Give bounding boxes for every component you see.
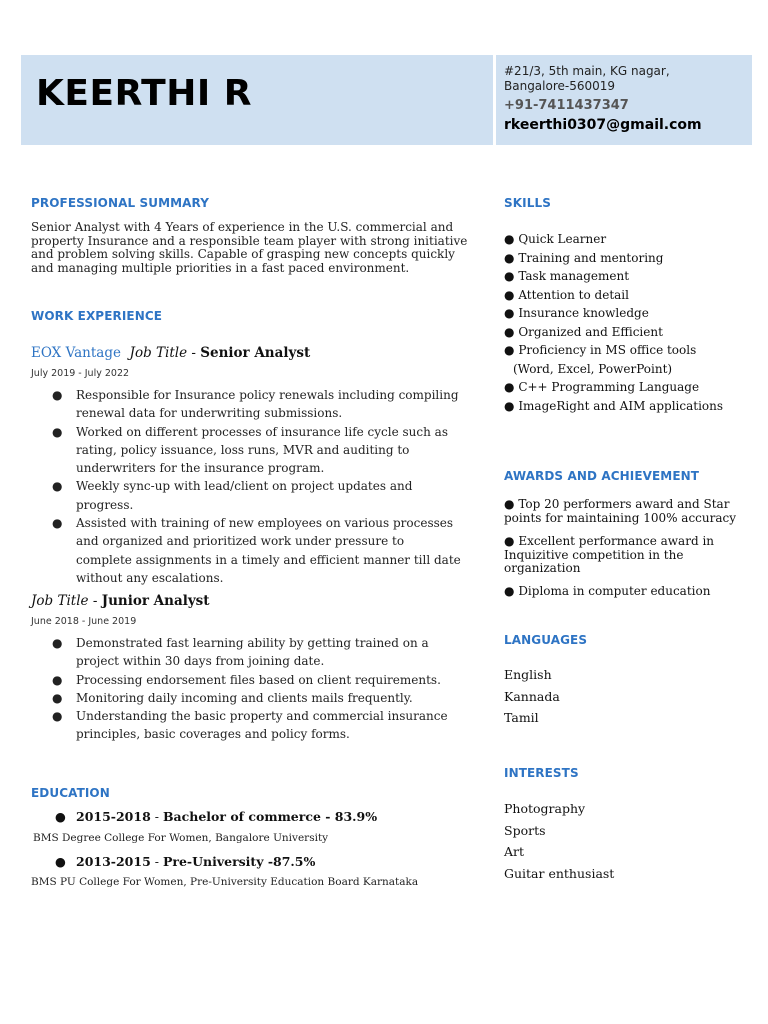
job-2-separator: - [92, 593, 98, 609]
summary-text: Senior Analyst with 4 Years of experience in the U.S. commercial and property Insurance and a responsible team player with strong initiative and problem solving skills. Capable of grasping new concepts quickly and managing multiple priorities in a fast paced environment. [31, 220, 468, 275]
list-item: Art [504, 844, 525, 860]
bullet-icon: ● [504, 250, 515, 265]
languages-list [504, 664, 560, 729]
list-item-continued: (Word, Excel, PowerPoint) [513, 361, 673, 376]
bullet-icon: ● [504, 232, 515, 246]
bullet-icon: ● [504, 269, 515, 283]
list-item: ● C++ Programming Language [504, 380, 700, 394]
list-item: ● Training and mentoring [504, 250, 664, 265]
address [504, 64, 744, 94]
bullet-icon: ● [52, 479, 63, 494]
job-2-bullets [31, 634, 461, 744]
education-1-school: BMS Degree College For Women, Bangalore University [33, 832, 329, 844]
address-line-2: Bangalore-560019 [504, 79, 616, 93]
bullet-icon: ● [52, 709, 63, 724]
bullet-icon: ● [55, 854, 66, 869]
list-item: ● Insurance knowledge [504, 306, 649, 320]
job-2-dates: June 2018 - June 2019 [31, 616, 137, 627]
list-item: ● Assisted with training of new employees on various processes and organized and prioritized work under pressure to complete assignments in a timely and efficient manner till date without any escalations. [52, 516, 461, 585]
job-2-role: Junior Analyst [101, 593, 210, 609]
education-2-degree: Pre-University -87.5% [162, 854, 316, 869]
bullet-icon: ● [504, 380, 515, 394]
list-item: ● Quick Learner [504, 232, 607, 246]
bullet-icon: ● [52, 672, 63, 687]
list-item: ● Task management [504, 269, 630, 283]
bullet-icon: ● [504, 306, 515, 320]
list-item: ● Responsible for Insurance policy renewals including compiling renewal data for underwriting submissions. [52, 388, 459, 421]
bullet-icon: ● [504, 324, 515, 339]
award-item-2: ● Excellent performance award in Inquizitive competition in the organization [504, 534, 715, 575]
job-1-bullets [31, 386, 461, 587]
address-line-1: #21/3, 5th main, KG nagar, [504, 64, 670, 78]
list-item: ● ImageRight and AIM applications [504, 398, 724, 413]
bullet-icon: ● [504, 343, 515, 357]
bullet-icon: ● [52, 388, 63, 402]
experience-heading: WORK EXPERIENCE [31, 309, 163, 323]
list-item: ● Attention to detail [504, 287, 629, 302]
skills-heading: SKILLS [504, 196, 551, 210]
education-1-separator: - [154, 809, 159, 824]
education-heading: EDUCATION [31, 786, 110, 800]
education-item-2 [55, 854, 316, 869]
job-2-title-line [31, 593, 210, 609]
bullet-icon: ● [504, 497, 515, 511]
skills-list [504, 230, 754, 415]
bullet-icon: ● [52, 690, 63, 705]
candidate-name: KEERTHI R [36, 73, 253, 114]
bullet-icon: ● [55, 809, 66, 824]
list-item: Photography [504, 801, 586, 816]
list-item: ● Demonstrated fast learning ability by getting trained on a project within 30 days from joining date. [52, 636, 429, 669]
education-1-years: 2015-2018 [76, 809, 151, 824]
bullet-icon: ● [504, 534, 515, 548]
list-item: Kannada [504, 688, 560, 704]
list-item: Guitar enthusiast [504, 866, 615, 882]
list-item: ● Organized and Efficient [504, 324, 663, 339]
interests-list [504, 798, 614, 885]
bullet-icon: ● [504, 398, 515, 413]
list-item: ● Weekly sync-up with lead/client on project updates and progress. [52, 479, 413, 512]
list-item: ● Proficiency in MS office tools [504, 343, 697, 357]
job-1-title-line [31, 345, 310, 361]
education-item-1 [55, 809, 378, 824]
job-1-company: EOX Vantage [31, 345, 121, 361]
list-item: ● Monitoring daily incoming and clients mails frequently. [31, 689, 461, 707]
summary-heading: PROFESSIONAL SUMMARY [31, 196, 210, 210]
phone-number: +91-7411437347 [504, 98, 629, 113]
job-1-dates: July 2019 - July 2022 [31, 368, 130, 379]
list-item: Tamil [504, 710, 539, 726]
education-1-degree: Bachelor of commerce - 83.9% [162, 809, 378, 824]
header-name-panel [21, 55, 493, 145]
job-1-separator: - [191, 345, 196, 361]
job-1-role: Senior Analyst [200, 345, 311, 361]
header-contact-panel [496, 55, 752, 145]
interests-heading: INTERESTS [504, 766, 579, 780]
list-item: ● Processing endorsement files based on client requirements. [31, 671, 461, 689]
languages-heading: LANGUAGES [504, 633, 588, 647]
award-item-3: ● Diploma in computer education [504, 584, 711, 598]
job-2-title-label: Job Title [31, 593, 89, 609]
bullet-icon: ● [52, 516, 63, 531]
list-item: ● Worked on different processes of insurance life cycle such as rating, policy issuance, loss runs, MVR and auditing to underwriters for the insurance program. [52, 424, 448, 476]
bullet-icon: ● [504, 287, 515, 302]
bullet-icon: ● [52, 636, 63, 650]
awards-heading: AWARDS AND ACHIEVEMENT [504, 469, 700, 483]
job-1-title-label: Job Title [129, 345, 188, 361]
education-2-separator: - [154, 854, 159, 869]
list-item: English [504, 667, 552, 682]
award-item-1: ● Top 20 performers award and Star points for maintaining 100% accuracy [504, 497, 737, 525]
education-2-years: 2013-2015 [76, 854, 151, 869]
education-2-school: BMS PU College For Women, Pre-University Education Board Karnataka [31, 876, 419, 888]
list-item: ● Understanding the basic property and commercial insurance principles, basic coverages and policy forms. [52, 709, 448, 742]
bullet-icon: ● [52, 424, 63, 439]
list-item: Sports [504, 822, 546, 838]
bullet-icon: ● [504, 584, 515, 598]
email-address[interactable]: rkeerthi0307@gmail.com [504, 117, 702, 133]
